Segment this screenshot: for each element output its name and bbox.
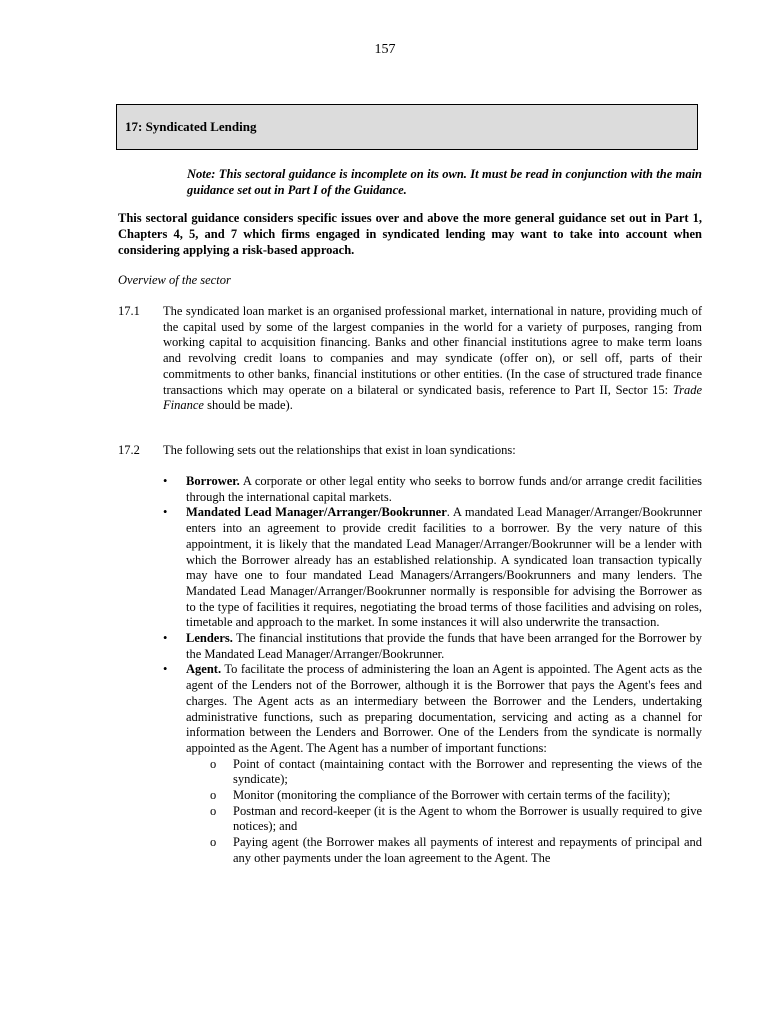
sub-bullet-icon: o — [210, 788, 217, 803]
list-item-lenders — [163, 631, 702, 662]
list-item-term: Agent. — [186, 662, 222, 677]
relationships-list — [163, 474, 702, 867]
bullet-icon: • — [163, 505, 168, 520]
sub-bullet-icon: o — [210, 835, 217, 850]
sub-list-item — [210, 757, 702, 788]
list-item-mandated-lead-manager — [163, 505, 702, 631]
paragraph-text-part: The syndicated loan market is an organised professional market, international in nature, providing much of the capital used by some of the largest companies in the world for a variety of purposes, ranging from working capital to acquisition financing. Banks and other financial institutions agree to make term loans and revolving credit loans to companies and may syndicate (offer on), or sell off, parts of their commitments to other banks, financial institutions or other entities. (In the case of structured trade finance transactions which may operate on a bilateral or syndicated basis, reference to Part II, Sector 15: — [163, 304, 702, 397]
paragraph-text — [163, 304, 702, 414]
sub-list-item-text: Postman and record-keeper (it is the Agent to whom the Borrower is usually required to give notices); and — [233, 803, 702, 834]
sub-list-item-text: Point of contact (maintaining contact with the Borrower and representing the views of the syndicate); — [233, 756, 702, 787]
list-item-text: To facilitate the process of administering the loan an Agent is appointed. The Agent acts as the agent of the Lenders not of the Borrower, although it is the Borrower that pays the Agent's fees and charges. The Agent acts as an intermediary between the Borrower and the Lenders, undertaking administrative functions, such as preparing documentation, servicing and acting as a channel for information between the Lenders and Borrower. One of the Lenders from the syndicate is normally appointed as the Agent. The Agent has a number of important functions: — [186, 662, 702, 755]
sub-list-item — [210, 835, 702, 866]
agent-functions-list — [186, 757, 702, 867]
sub-list-item — [210, 804, 702, 835]
sub-list-item — [210, 788, 702, 804]
sub-list-item-text: Paying agent (the Borrower makes all payments of interest and repayments of principal and any other payments under the loan agreement to the Agent. The — [233, 835, 702, 865]
chapter-title: 17: Syndicated Lending — [125, 119, 257, 134]
sub-bullet-icon: o — [210, 756, 217, 771]
paragraph-text-part: should be made). — [203, 398, 293, 413]
list-item-agent — [163, 662, 702, 866]
list-item-text: A corporate or other legal entity who seeks to borrow funds and/or arrange credit facilities through the international capital markets. — [186, 474, 702, 504]
list-item-term: Lenders. — [186, 631, 233, 646]
paragraph-emphasis: Trade Finance — [163, 382, 702, 413]
intro-paragraph: This sectoral guidance considers specific issues over and above the more general guidance set out in Part 1, Chapters 4, 5, and 7 which firms engaged in syndicated lending may want to take into account when considering applying a risk-based approach. — [118, 211, 702, 257]
list-item-borrower — [163, 474, 702, 505]
bullet-icon: • — [163, 662, 168, 677]
bullet-icon: • — [163, 631, 168, 646]
paragraph-text: The following sets out the relationships that exist in loan syndications: — [163, 443, 516, 457]
sub-list-item-text: Monitor (monitoring the compliance of the Borrower with certain terms of the facility); — [233, 788, 671, 803]
sub-bullet-icon: o — [210, 803, 217, 818]
paragraph-number: 17.1 — [118, 304, 140, 318]
guidance-note: Note: This sectoral guidance is incomplete on its own. It must be read in conjunction with the main guidance set out in Part I of the Guidance. — [187, 167, 702, 197]
list-item-term: Borrower. — [186, 474, 240, 488]
list-item-text: . A mandated Lead Manager/Arranger/Bookrunner enters into an agreement to provide credit facilities to a borrower. By the very nature of this appointment, it is likely that the mandated Lead Manager/Arranger/Bookrunner will be a lender with which the Borrower already has an established relationship. A syndicated loan transaction typically may have one to four mandated Lead Managers/Arrangers/Bookrunners and many lenders. The Mandated Lead Manager/Arranger/Bookrunner normally is responsible for advising the Borrower as to the type of facilities it requires, negotiating the broad terms of those facilities and advising on roles, timetable and approach to the market. In some instances it will also underwrite the transaction. — [186, 505, 702, 630]
section-heading: Overview of the sector — [118, 273, 231, 287]
list-item-text: The financial institutions that provide the funds that have been arranged for the Borrower by the Mandated Lead Manager/Arranger/Bookrunner. — [186, 631, 702, 661]
bullet-icon: • — [163, 474, 168, 488]
chapter-header-box — [116, 104, 698, 150]
list-item-term: Mandated Lead Manager/Arranger/Bookrunner — [186, 505, 447, 520]
paragraph-number: 17.2 — [118, 443, 140, 457]
page-number: 157 — [374, 42, 396, 57]
